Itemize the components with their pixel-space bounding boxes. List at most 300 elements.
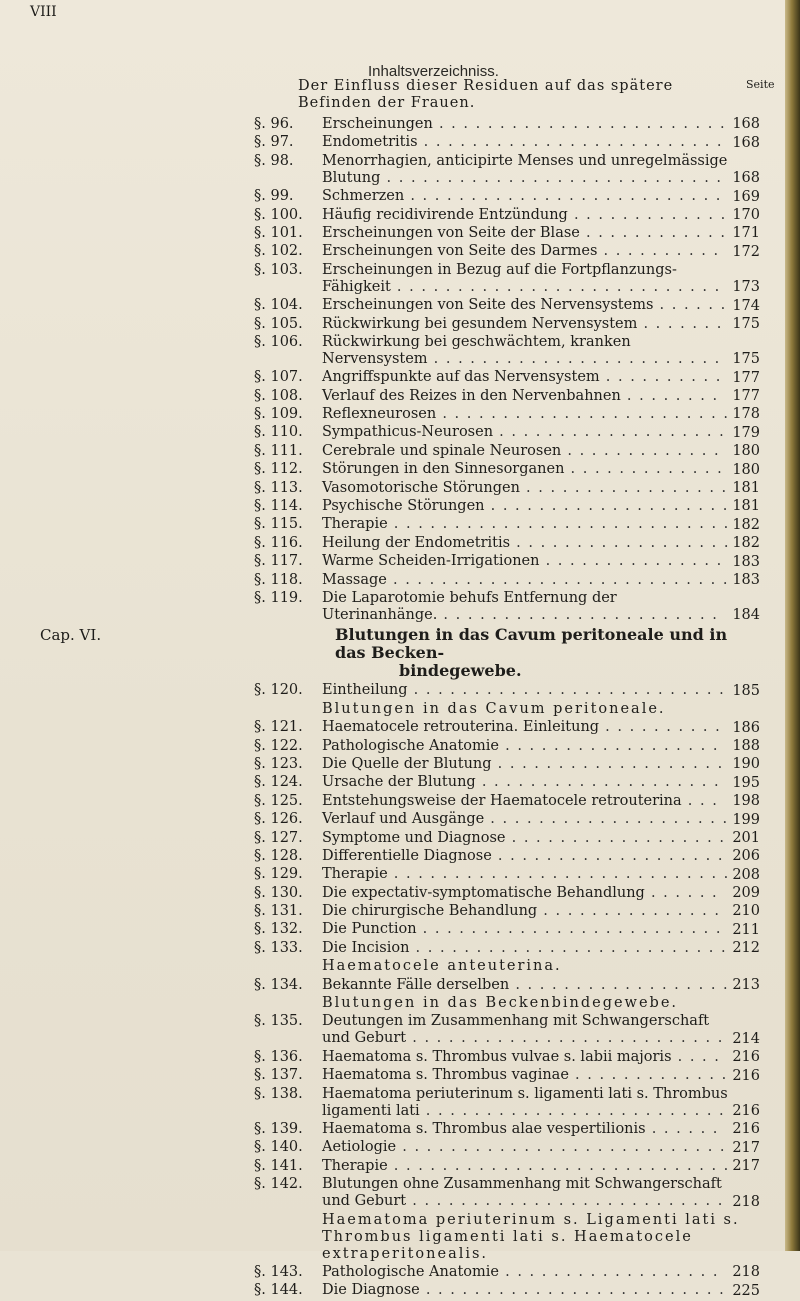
toc-entry [0, 1121, 785, 1139]
section-title-text: Blutungen ohne Zusammenhang mit Schwangerschaft und Geburt [322, 1176, 727, 1210]
toc-entry [0, 1158, 785, 1176]
section-title [322, 316, 730, 333]
section-title [322, 1067, 730, 1084]
page-ref: 171 [732, 225, 760, 242]
toc-entry [0, 243, 785, 261]
toc-entry [0, 1176, 785, 1211]
section-title-text: Bekannte Fälle derselben [322, 976, 510, 993]
subsection-heading: Haematoma periuterinum s. Ligamenti lati s. Thrombus ligamenti lati s. Haematocele extraperitonealis. [322, 1211, 740, 1262]
leader-dots: . . . . . . . . . . . . . . . . . . [499, 1263, 719, 1280]
page-ref: 216 [732, 1049, 760, 1066]
section-number: §. 126. [254, 811, 303, 828]
toc-entry [0, 134, 785, 152]
section-title-text: Erscheinungen von Seite des Nervensystems [322, 297, 654, 314]
page-ref: 168 [732, 134, 760, 151]
chapter-title [335, 626, 755, 680]
toc-entry [0, 297, 785, 315]
section-title-text: Haematocele retrouterina. Einleitung [322, 719, 600, 736]
leader-dots: . . . . . . . . . . . . . [568, 1067, 728, 1084]
chapter-title-line: bindegewebe. [399, 661, 522, 681]
toc-entry [0, 885, 785, 903]
section-number: §. 122. [254, 737, 303, 754]
section-number: §. 134. [254, 976, 303, 993]
leader-dots: . . . . . . . . [620, 387, 719, 404]
page-ref: 214 [732, 1030, 760, 1047]
page-ref: 188 [732, 737, 760, 754]
section-title [322, 369, 730, 386]
section-title [322, 334, 730, 368]
leader-dots: . . . . . . . . . . . . . . . . . . . . . . . . . . . . [387, 516, 730, 533]
leader-dots: . . . . . . . . . . . . . . . . . . [510, 534, 730, 551]
page-ref: 168 [732, 170, 760, 187]
section-title-text: Die chirurgische Behandlung [322, 903, 538, 920]
leader-dots: . . . . . . . . . . . . . . . . . . . . . . . . . [416, 921, 723, 938]
leader-dots: . . . . . . . . . . . . . . . . . . . [493, 424, 726, 441]
section-number: §. 104. [254, 297, 303, 314]
section-number: §. 106. [254, 333, 303, 350]
page-ref: 216 [732, 1067, 760, 1084]
page-ref: 212 [732, 940, 760, 957]
section-title [322, 774, 730, 791]
section-number: §. 114. [254, 498, 303, 515]
section-number: §. 136. [254, 1048, 303, 1065]
toc-entry [0, 153, 785, 188]
section-title [322, 116, 730, 133]
toc-entry [0, 1086, 785, 1121]
leader-dots: . . . . . . . . . . . . . [567, 206, 727, 223]
leader-dots: . . . . . . . . . . . . . . . . . . . [491, 847, 724, 864]
leader-dots: . . . . . . . . . . . . . . . . . . . . . . . . . . [409, 939, 728, 956]
leader-dots: . . . . . . . . . . . . . . . . . . . . . . . . [432, 116, 727, 132]
section-title [322, 553, 730, 570]
section-number: §. 111. [254, 442, 303, 459]
section-title-text: Ursache der Blutung [322, 774, 476, 791]
page-ref: 174 [732, 297, 760, 314]
section-title [322, 134, 730, 151]
section-title [322, 461, 730, 478]
section-title [322, 153, 730, 187]
section-number: §. 140. [254, 1139, 303, 1156]
section-title-text: Schmerzen [322, 188, 405, 205]
toc-entry [0, 1139, 785, 1157]
toc-entry [0, 830, 785, 848]
leader-dots: . . . . . . . . . . . . . . . . . . . . [484, 498, 729, 515]
section-title [322, 443, 730, 460]
toc-entry [0, 480, 785, 498]
leader-dots: . . . . . . . . . . [599, 719, 722, 736]
section-title [322, 297, 730, 314]
leader-dots: . . . . . . [653, 297, 727, 314]
page-ref: 179 [732, 424, 760, 441]
section-number: §. 97. [254, 134, 294, 151]
section-title [322, 977, 730, 994]
section-title-text: Heilung der Endometritis [322, 534, 511, 551]
section-title-text: Verlauf des Reizes in den Nervenbahnen [322, 387, 621, 404]
section-title [322, 940, 730, 957]
section-number: §. 138. [254, 1085, 303, 1102]
section-number: §. 103. [254, 261, 303, 278]
section-title [322, 756, 730, 773]
page-ref: 218 [732, 1193, 760, 1210]
toc-entry [0, 719, 785, 737]
leader-dots: . . . . . . . . . . . . . . . . . . . . . . . . . [419, 1102, 726, 1119]
section-title [322, 719, 730, 736]
section-number: §. 137. [254, 1067, 303, 1084]
section-title-text: Pathologische Anatomie [322, 737, 500, 754]
page-ref: 184 [732, 607, 760, 624]
page-ref: 177 [732, 388, 760, 405]
toc-entry [0, 1282, 785, 1300]
leader-dots: . . . . . . . . . . . . . . . . . . [505, 829, 726, 846]
subsection-heading: Blutungen in das Cavum peritoneale. [322, 700, 666, 717]
section-number: §. 108. [254, 387, 303, 404]
section-title-text: Massage [322, 571, 387, 588]
page-ref: 190 [732, 756, 760, 773]
toc-entry [0, 388, 785, 406]
toc-entry [0, 903, 785, 921]
page-ref: 169 [732, 188, 760, 205]
section-title [322, 811, 730, 828]
section-title-text: Angriffspunkte auf das Nervensystem [322, 369, 600, 386]
section-title-text: Aetiologie [322, 1139, 397, 1156]
page-ref: 208 [732, 866, 760, 883]
page-ref: 177 [732, 369, 760, 386]
section-number: §. 101. [254, 224, 303, 241]
leader-dots: . . . . . . . . . . . . . . . . . . . . . . . . . . . . [387, 1157, 730, 1174]
section-number: §. 102. [254, 243, 303, 260]
section-title-text: Therapie [322, 866, 388, 883]
book-edge [785, 0, 800, 1251]
leader-dots: . . . . . . . . . . . . . . . [539, 553, 723, 570]
leader-dots: . . . . . . . . . . . . . . . . . . . . . . . . . [417, 134, 724, 151]
section-number: §. 124. [254, 774, 303, 791]
section-title [322, 535, 730, 552]
section-title-text: Entstehungsweise der Haematocele retrouterina [322, 792, 682, 809]
section-title [322, 903, 730, 920]
section-title [322, 424, 730, 441]
page-ref: 178 [732, 406, 760, 423]
section-title-text: Erscheinungen in Bezug auf die Fortpflanzungs-Fähigkeit [322, 261, 677, 295]
section-title-text: Reflexneurosen [322, 406, 437, 423]
section-title-text: Die Quelle der Blutung [322, 755, 492, 772]
section-number: §. 131. [254, 903, 303, 920]
section-title-text: Haematoma periuterinum s. ligamenti lati s. Thrombus ligamenti lati [322, 1085, 733, 1119]
toc-entry [0, 811, 785, 829]
leader-dots: . . . . . . . [637, 315, 723, 332]
section-title [322, 1049, 730, 1066]
section-title [322, 572, 730, 589]
page-ref: 210 [732, 903, 760, 920]
leader-dots: . . . . . . . . . . . . . . . . . . . . . . . . [436, 406, 730, 423]
toc-entry [0, 535, 785, 553]
toc-entry [0, 1264, 785, 1282]
section-title [322, 480, 730, 497]
section-title-text: Störungen in den Sinnesorganen [322, 461, 565, 478]
toc-list [0, 116, 785, 1301]
leader-dots: . . . . . . . . . . . . . . . . . . [509, 976, 730, 993]
section-number: §. 143. [254, 1263, 303, 1280]
section-heading: Der Einfluss dieser Residuen auf das spätere Befinden der Frauen. [298, 78, 674, 111]
toc-entry [0, 793, 785, 811]
leader-dots: . . . . . . . . . . . . . . . . . . . . . . . . [427, 350, 721, 367]
page-ref: 216 [732, 1102, 760, 1119]
section-number: §. 144. [254, 1282, 303, 1299]
section-number: §. 135. [254, 1013, 303, 1030]
section-title-text: Therapie [322, 516, 388, 533]
section-number: §. 133. [254, 939, 303, 956]
leader-dots: . . . . . . . . . . . . . . . . . . . . . . . . . . . . [386, 571, 730, 588]
toc-entry [0, 756, 785, 774]
toc-entry [0, 406, 785, 424]
chapter-heading [0, 625, 785, 682]
section-number: §. 116. [254, 534, 303, 551]
leader-dots: . . . . . . [644, 884, 719, 901]
toc-entry [0, 682, 785, 700]
section-title-text: Die Laparotomie behufs Entfernung der Uterinanhänge. [322, 589, 622, 623]
section-number: §. 125. [254, 792, 303, 809]
toc-entry [0, 188, 785, 206]
section-title-text: Haematoma s. Thrombus vulvae s. labii majoris [322, 1048, 672, 1065]
page-ref: 180 [732, 443, 760, 460]
section-number: §. 130. [254, 884, 303, 901]
section-title [322, 1158, 730, 1175]
section-title [322, 848, 730, 865]
page-ref: 217 [732, 1139, 760, 1156]
toc-entry [0, 590, 785, 625]
section-title-text: Erscheinungen von Seite der Blase [322, 224, 580, 241]
page-ref: 195 [732, 774, 760, 791]
section-title [322, 1013, 730, 1047]
toc-entry [0, 516, 785, 534]
section-title [322, 207, 730, 224]
leader-dots: . . . . . . . . . . . . . . . . . . . . . . . . . . . [390, 278, 721, 295]
section-title-text: Cerebrale und spinale Neurosen [322, 442, 562, 459]
section-number: §. 115. [254, 516, 303, 533]
section-title [322, 225, 730, 242]
section-title-text: Menorrhagien, anticipirte Menses und unregelmässige Blutung [322, 152, 732, 186]
leader-dots: . . . . . . . . . . . . . . . . . . . . . . . . . [419, 1282, 726, 1299]
page-ref: 182 [732, 535, 760, 552]
leader-dots: . . . . . . . . . . [597, 243, 720, 260]
page-ref: 199 [732, 811, 760, 828]
leader-dots: . . . . . . . . . . . . . . . . . . . . . . . . . . . . [380, 169, 723, 186]
page-ref: 211 [732, 921, 760, 938]
page-ref: 168 [732, 116, 760, 133]
leader-dots: . . . . . . . . . . . . . . . . . [519, 479, 728, 496]
leader-dots: . . . . . . . . . . . . . . . . . . . . . . . . . . [406, 1030, 724, 1047]
section-number: §. 121. [254, 719, 303, 736]
section-title [322, 243, 730, 260]
section-number: §. 96. [254, 116, 294, 132]
section-number: §. 129. [254, 866, 303, 883]
toc-entry [0, 774, 785, 792]
section-title-text: Sympathicus-Neurosen [322, 424, 494, 441]
subsection-heading: Blutungen in das Beckenbindegewebe. [322, 995, 679, 1012]
running-head: Inhaltsverzeichniss. [368, 63, 499, 80]
section-number: §. 113. [254, 479, 303, 496]
section-title [322, 885, 730, 902]
page-ref: 183 [732, 553, 760, 570]
leader-dots: . . . . . . . . . . [599, 369, 722, 386]
section-title [322, 262, 730, 296]
chapter-title-line: Blutungen in das Cavum peritoneale und in das Becken- [335, 625, 728, 663]
toc-entry [0, 424, 785, 442]
section-number: §. 112. [254, 461, 303, 478]
page-ref: 181 [732, 480, 760, 497]
section-title [322, 1139, 730, 1156]
section-number: §. 127. [254, 829, 303, 846]
section-title [322, 1176, 730, 1210]
section-title-text: Erscheinungen [322, 116, 433, 132]
leader-dots: . . . . . . . . . . . . . . . . . . . [491, 755, 724, 772]
toc-entry [0, 498, 785, 516]
section-title [322, 1085, 733, 1120]
section-title [322, 1121, 730, 1138]
page-ref: 185 [732, 682, 760, 699]
leader-dots: . . . . . . . . . . . . . . . . . . . . . . . [437, 606, 719, 623]
section-title-text: Deutungen im Zusammenhang mit Schwangerschaft und Geburt [322, 1013, 714, 1047]
section-number: §. 100. [254, 206, 303, 223]
subsection-heading: Haematocele anteuterina. [322, 958, 562, 975]
section-title-text: Haematoma s. Thrombus vaginae [322, 1067, 569, 1084]
leader-dots: . . . . . . . . . . . . [579, 224, 727, 241]
section-number: §. 117. [254, 553, 303, 570]
section-title-text: Rückwirkung bei gesundem Nervensystem [322, 315, 638, 332]
section-title-text: Symptome und Diagnose [322, 829, 506, 846]
toc-entry [0, 334, 785, 369]
section-title [322, 1264, 730, 1281]
leader-dots: . . . [681, 792, 719, 809]
section-number: §. 99. [254, 188, 294, 205]
section-title-text: Die Incision [322, 939, 410, 956]
section-title [322, 921, 730, 938]
page-ref: 206 [732, 848, 760, 865]
section-number: §. 110. [254, 424, 303, 441]
page-ref: 175 [732, 351, 760, 368]
leader-dots: . . . . . . . . . . . . . . . . . . . . . . . . . . . [396, 1139, 727, 1156]
toc-entry [0, 262, 785, 297]
page-ref: 182 [732, 516, 760, 533]
chapter-label: Cap. VI. [40, 626, 102, 645]
page-ref: 201 [732, 829, 760, 846]
toc-entry [0, 207, 785, 225]
page-ref: 217 [732, 1158, 760, 1175]
page-ref: 180 [732, 461, 760, 478]
section-number: §. 139. [254, 1120, 303, 1137]
section-title [322, 682, 730, 699]
section-number: §. 120. [254, 682, 303, 699]
leader-dots: . . . . . . . . . . . . . . . . . . . . . . . . . . [404, 188, 722, 205]
page-ref: 213 [732, 977, 760, 994]
toc-entry [0, 977, 785, 995]
section-title-text: Die Diagnose [322, 1282, 420, 1299]
section-number: §. 109. [254, 406, 303, 423]
page-ref: 186 [732, 719, 760, 736]
toc-entry [0, 369, 785, 387]
page-ref: 181 [732, 498, 760, 515]
toc-entry [0, 225, 785, 243]
leader-dots: . . . . . . . . . . . . . . . . . . . . . . . . . . [406, 1193, 724, 1210]
page-ref: 225 [732, 1282, 760, 1299]
toc-entry [0, 443, 785, 461]
section-title-text: Therapie [322, 1157, 388, 1174]
section-title-text: Rückwirkung bei geschwächtem, kranken Nervensystem [322, 333, 636, 367]
leader-dots: . . . . [671, 1048, 721, 1065]
section-number: §. 142. [254, 1176, 303, 1193]
page-number: VIII [30, 4, 57, 20]
section-title-text: Eintheilung [322, 682, 408, 699]
section-title [322, 590, 730, 624]
section-title-text: Die expectativ-symptomatische Behandlung [322, 884, 645, 901]
page-ref: 173 [732, 279, 760, 296]
page-ref: 216 [732, 1121, 760, 1138]
section-title-text: Psychische Störungen [322, 498, 485, 515]
section-title-text: Häufig recidivirende Entzündung [322, 206, 568, 223]
section-title [322, 498, 730, 515]
page-ref: 170 [732, 206, 760, 223]
page-ref: 218 [732, 1264, 760, 1281]
page-column-label: Seite [746, 78, 775, 91]
leader-dots: . . . . . . . . . . . . . [564, 461, 724, 478]
toc-entry [0, 553, 785, 571]
section-title-text: Pathologische Anatomie [322, 1263, 500, 1280]
section-number: §. 128. [254, 847, 303, 864]
section-title-text: Erscheinungen von Seite des Darmes [322, 243, 598, 260]
toc-entry [0, 316, 785, 334]
leader-dots: . . . . . . . . . . . . . . . [537, 903, 721, 920]
section-title [322, 388, 730, 405]
section-title-text: Die Punction [322, 921, 417, 938]
section-title [322, 793, 730, 810]
page-ref: 209 [732, 885, 760, 902]
toc-entry [0, 940, 785, 958]
section-number: §. 107. [254, 369, 303, 386]
section-title-text: Warme Scheiden-Irrigationen [322, 553, 540, 570]
section-number: §. 123. [254, 755, 303, 772]
toc-entry [0, 866, 785, 884]
section-title [322, 516, 730, 533]
section-number: §. 132. [254, 921, 303, 938]
leader-dots: . . . . . . . . . . . . . . . . . . . . [475, 774, 721, 791]
leader-dots: . . . . . . . . . . . . . . . . . . [499, 737, 719, 754]
toc-entry [0, 1049, 785, 1067]
toc-entry [0, 1067, 785, 1085]
leader-dots: . . . . . . . . . . . . . [561, 442, 721, 459]
section-number: §. 119. [254, 589, 303, 606]
toc-entry [0, 1013, 785, 1048]
page-ref: 198 [732, 793, 760, 810]
section-number: §. 105. [254, 315, 303, 332]
section-number: §. 98. [254, 152, 294, 169]
leader-dots: . . . . . . [645, 1120, 719, 1137]
page-ref: 183 [732, 571, 760, 588]
toc-entry [0, 116, 785, 134]
section-title-text: Differentielle Diagnose [322, 847, 492, 864]
section-title-text: Vasomotorische Störungen [322, 479, 520, 496]
leader-dots: . . . . . . . . . . . . . . . . . . . . . . . . . . [407, 682, 726, 699]
section-title [322, 188, 730, 205]
section-title [322, 406, 730, 423]
section-title-text: Endometritis [322, 134, 418, 151]
toc-entry [0, 848, 785, 866]
section-title [322, 1282, 730, 1299]
toc-entry [0, 461, 785, 479]
section-title [322, 830, 730, 847]
toc-entry [0, 572, 785, 590]
page-ref: 175 [732, 315, 760, 332]
leader-dots: . . . . . . . . . . . . . . . . . . . . [484, 811, 729, 828]
leader-dots: . . . . . . . . . . . . . . . . . . . . . . . . . . . . [387, 866, 730, 883]
